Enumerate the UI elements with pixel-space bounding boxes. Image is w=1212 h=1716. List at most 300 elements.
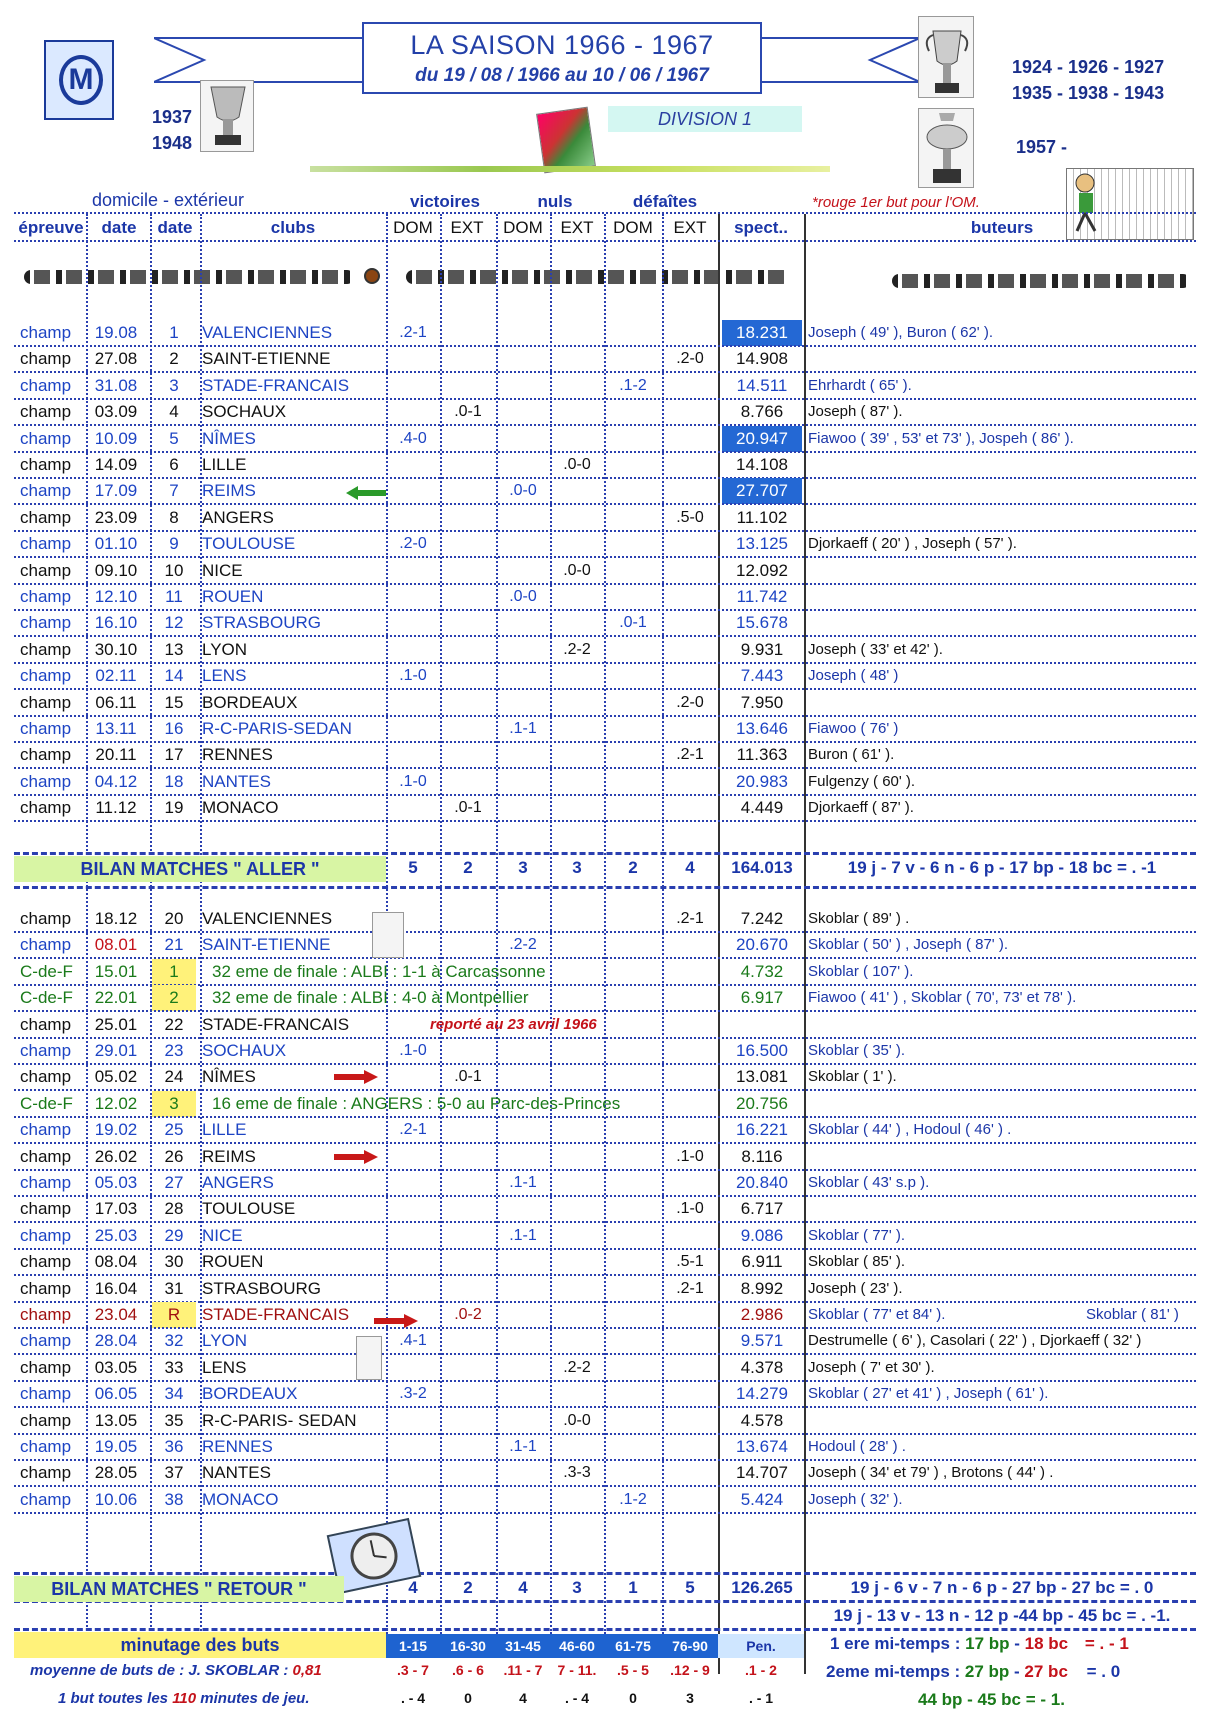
- row-number: 15: [164, 692, 184, 712]
- section-divider: [14, 886, 1196, 889]
- row-score: .0-2: [454, 1306, 482, 1323]
- row-spectators: 20.840: [736, 1173, 788, 1192]
- row-date: 23.09: [94, 507, 138, 527]
- years-right: [1012, 54, 1164, 106]
- table-row: [0, 637, 1212, 663]
- row-date: 13.11: [95, 719, 137, 738]
- minute-goals-for: .11 - 7: [503, 1662, 543, 1678]
- row-date: 31.08: [94, 375, 138, 395]
- table-row: [0, 1434, 1212, 1460]
- football-icon: [364, 268, 380, 284]
- row-number: 9: [169, 534, 179, 554]
- row-scorers: Skoblar ( 77' ).: [808, 1226, 906, 1244]
- row-epreuve: champ: [20, 1384, 72, 1404]
- championship-trophy-icon: [918, 108, 974, 188]
- row-epreuve: champ: [20, 1489, 72, 1509]
- moyenne-line: [30, 1662, 322, 1679]
- row-score: .2-0: [399, 535, 427, 553]
- row-score: .2-0: [676, 350, 704, 368]
- row-spectators: 4.578: [740, 1410, 784, 1430]
- row-date: 12.02: [94, 1093, 138, 1113]
- bilan-retour-summary: 19 j - 6 v - 7 n - 6 p - 27 bp - 27 bc = . 0: [850, 1578, 1154, 1597]
- row-epreuve: champ: [20, 1305, 72, 1324]
- table-row: [0, 742, 1212, 768]
- row-epreuve: champ: [20, 1357, 72, 1377]
- row-epreuve: champ: [20, 1278, 72, 1298]
- bilan-value: 2: [463, 1578, 473, 1597]
- row-spectators: 14.279: [736, 1384, 788, 1404]
- row-club: VALENCIENNES: [202, 909, 333, 928]
- row-score: .0-1: [454, 799, 482, 817]
- row-date: 25.01: [94, 1014, 138, 1034]
- row-epreuve: champ: [20, 1331, 72, 1351]
- row-spectators: 4.449: [740, 798, 784, 818]
- row-date: 18.12: [94, 909, 138, 928]
- small-cup-icon: [372, 912, 404, 958]
- group-defaites: défaîtes: [632, 192, 698, 211]
- row-score: .1-1: [509, 1438, 537, 1455]
- row-scorers: Joseph ( 33' et 42' ).: [808, 640, 943, 658]
- footballer-image: [536, 107, 596, 174]
- first-half-result: = . - 1: [1084, 1634, 1129, 1653]
- row-epreuve: champ: [20, 771, 72, 791]
- moyenne-text: moyenne de buts de : J. SKOBLAR :: [30, 1662, 289, 1679]
- minute-goals-against: 4: [519, 1690, 527, 1706]
- row-date: 20.11: [95, 745, 137, 765]
- table-row: [0, 505, 1212, 531]
- col-buteurs: buteurs: [970, 218, 1034, 237]
- row-score: .0-0: [563, 561, 591, 579]
- row-epreuve: champ: [20, 375, 72, 395]
- row-spectators: 13.674: [736, 1437, 788, 1456]
- row-epreuve: champ: [20, 639, 72, 659]
- row-spectators: 4.378: [740, 1357, 784, 1377]
- row-number: 1: [152, 959, 196, 985]
- row-cup-detail: 32 eme de finale : ALBI : 1-1 à Carcassonne: [212, 961, 546, 981]
- row-date: 22.01: [94, 988, 138, 1008]
- row-score: .0-0: [509, 482, 537, 500]
- table-row: [0, 1276, 1212, 1302]
- bilan-value: 2: [463, 858, 473, 877]
- row-divider: [14, 212, 1196, 214]
- row-score: .1-0: [676, 1200, 704, 1218]
- row-date: 19.05: [94, 1437, 138, 1456]
- row-date: 16.10: [94, 613, 138, 633]
- minute-band: Pen.: [718, 1634, 804, 1658]
- row-number: 38: [164, 1489, 184, 1509]
- section-divider: [14, 1628, 1196, 1631]
- minute-goals-for: .12 - 9: [670, 1662, 710, 1678]
- row-scorers: Skoblar ( 85' ).: [808, 1253, 906, 1271]
- row-spectators: 6.917: [740, 988, 784, 1008]
- division-label: DIVISION 1: [608, 106, 802, 132]
- row-number: 6: [169, 455, 179, 474]
- table-row: [0, 426, 1212, 452]
- row-epreuve: C-de-F: [20, 961, 73, 981]
- section-divider: [14, 1572, 1196, 1575]
- row-number: 12: [164, 613, 184, 633]
- row-score: .0-1: [619, 614, 647, 632]
- row-date: 28.05: [94, 1463, 138, 1483]
- row-number: 18: [164, 771, 184, 791]
- row-spectators: 6.717: [740, 1199, 784, 1219]
- row-score: .2-2: [563, 640, 591, 658]
- row-spectators: 20.756: [736, 1093, 788, 1113]
- row-score: .2-1: [676, 910, 704, 927]
- row-epreuve: champ: [20, 1410, 72, 1430]
- bilan-value: 3: [572, 858, 582, 877]
- row-date: 06.11: [95, 692, 137, 712]
- year-1948: 1948: [152, 133, 193, 153]
- row-number: 21: [164, 935, 184, 955]
- row-date: 30.10: [94, 639, 138, 659]
- row-spectators: 13.125: [736, 534, 788, 554]
- row-number: 10: [164, 560, 184, 580]
- table-row: [0, 716, 1212, 742]
- table-row: [0, 478, 1212, 504]
- row-number: 17: [164, 745, 184, 765]
- section-divider: [14, 852, 1196, 855]
- table-row: [0, 663, 1212, 689]
- row-scorers: Joseph ( 87' ).: [808, 403, 903, 421]
- row-club: SAINT-ETIENNE: [202, 935, 331, 955]
- row-number: 1: [169, 323, 179, 342]
- row-score: .2-0: [676, 693, 704, 711]
- row-scorers: Skoblar ( 89' ) .: [808, 910, 910, 927]
- row-club: R-C-PARIS-SEDAN: [202, 719, 352, 738]
- frequency-line: [58, 1690, 310, 1707]
- row-number: 2: [152, 985, 196, 1011]
- arrow-right-icon-3: [374, 1314, 418, 1328]
- row-spectators: 16.221: [736, 1120, 788, 1140]
- table-row: [0, 1487, 1212, 1513]
- row-number: 23: [164, 1041, 184, 1060]
- row-epreuve: champ: [20, 798, 72, 818]
- row-club: REIMS: [202, 1146, 256, 1166]
- row-number: 33: [164, 1357, 184, 1377]
- row-scorers: [808, 1196, 1198, 1222]
- row-number: 35: [164, 1410, 184, 1430]
- row-scorers: [808, 584, 1198, 610]
- row-club: VALENCIENNES: [202, 323, 333, 342]
- row-epreuve: champ: [20, 428, 72, 448]
- row-spectators: 14.511: [736, 375, 788, 395]
- table-row: [0, 1381, 1212, 1407]
- row-epreuve: champ: [20, 349, 72, 369]
- row-score: .1-0: [399, 667, 427, 685]
- row-date: 17.03: [94, 1199, 138, 1219]
- bilan-value: 4: [408, 1578, 418, 1597]
- cup-trophy-icon: [918, 16, 974, 98]
- om-logo: [44, 40, 114, 120]
- bilan-retour-spect: 126.265: [731, 1578, 793, 1597]
- row-number: 29: [164, 1225, 184, 1245]
- row-number: 37: [164, 1463, 184, 1483]
- moyenne-value: 0,81: [292, 1662, 322, 1679]
- row-club: ROUEN: [202, 587, 264, 606]
- first-half-line: 1 ere mi-temps : 17 bp - 18 bc = . - 1: [830, 1634, 1129, 1653]
- row-epreuve: C-de-F: [20, 988, 73, 1008]
- row-scorers-extra: Skoblar ( 81' ): [1086, 1306, 1179, 1323]
- bilan-value: 1: [628, 1578, 638, 1597]
- row-spectators: 6.911: [741, 1252, 783, 1272]
- table-row: [0, 1302, 1212, 1328]
- col-date: date: [101, 218, 137, 237]
- bilan-aller-spect: 164.013: [731, 858, 793, 877]
- row-spectators: 2.986: [740, 1305, 784, 1324]
- row-score: .5-1: [676, 1253, 704, 1271]
- minute-goals-against: 3: [686, 1690, 694, 1706]
- row-club: MONACO: [202, 1489, 279, 1509]
- row-score: .4-0: [399, 429, 427, 447]
- row-cup-detail: 16 eme de finale : ANGERS : 5-0 au Parc-des-Princes: [212, 1093, 621, 1113]
- row-score: .0-1: [454, 1068, 482, 1086]
- row-club: STRASBOURG: [202, 613, 322, 633]
- row-number: 26: [164, 1146, 184, 1166]
- row-club: STADE-FRANCAIS: [202, 1305, 350, 1324]
- row-spectators: 7.950: [740, 692, 784, 712]
- table-row: [0, 932, 1212, 958]
- bilan-value: 4: [685, 858, 695, 877]
- table-row: [0, 985, 1212, 1011]
- row-club: SAINT-ETIENNE: [202, 349, 331, 369]
- row-spectators: 16.500: [736, 1041, 788, 1060]
- second-half-line: 2eme mi-temps : 27 bp - 27 bc = . 0: [826, 1662, 1121, 1681]
- col-d-ext: EXT: [673, 218, 707, 237]
- row-score: .2-2: [509, 936, 537, 954]
- row-number: 20: [164, 909, 184, 928]
- row-epreuve: champ: [20, 1120, 72, 1140]
- row-club: LILLE: [202, 1120, 247, 1140]
- row-spectators: 7.242: [740, 909, 784, 928]
- frequency-suffix: minutes de jeu.: [200, 1690, 310, 1707]
- col-epreuve: épreuve: [18, 218, 84, 237]
- row-club: NICE: [202, 1225, 243, 1245]
- row-number: 34: [164, 1384, 184, 1404]
- table-row: [0, 959, 1212, 985]
- row-epreuve: champ: [20, 1146, 72, 1166]
- row-club: REIMS: [202, 481, 256, 501]
- row-epreuve: champ: [20, 666, 72, 686]
- bilan-value: 3: [572, 1578, 582, 1597]
- home-away-text: domicile - extérieur: [92, 190, 245, 210]
- row-scorers: [808, 346, 1198, 372]
- row-number: 7: [169, 481, 179, 501]
- row-club: ANGERS: [202, 1173, 274, 1192]
- row-club: TOULOUSE: [202, 534, 296, 554]
- row-number: 22: [164, 1014, 184, 1034]
- row-epreuve: champ: [20, 1067, 72, 1087]
- row-scorers: Skoblar ( 27' et 41' ) , Joseph ( 61' ).: [808, 1385, 1049, 1403]
- row-score: .0-1: [454, 403, 482, 421]
- row-spectators: 13.081: [736, 1067, 788, 1087]
- row-date: 16.04: [94, 1278, 138, 1298]
- row-epreuve: champ: [20, 481, 72, 501]
- row-date: 08.04: [94, 1252, 138, 1272]
- row-scorers: [808, 505, 1198, 531]
- row-scorers: Djorkaeff ( 87' ).: [808, 799, 914, 817]
- minutage-label: minutage des buts: [14, 1632, 386, 1658]
- second-half-result: = . 0: [1086, 1662, 1121, 1681]
- row-scorers: Skoblar ( 50' ) , Joseph ( 87' ).: [808, 936, 1008, 954]
- row-spectators: 8.766: [740, 402, 784, 422]
- minute-band: 1-15: [386, 1634, 440, 1658]
- row-club: BORDEAUX: [202, 692, 298, 712]
- table-row: [0, 1249, 1212, 1275]
- row-score: .2-1: [399, 324, 427, 341]
- table-row: [0, 558, 1212, 584]
- row-scorers: Fiawoo ( 41' ) , Skoblar ( 70', 73' et 78' ).: [808, 989, 1077, 1007]
- row-spectators: [722, 1012, 802, 1038]
- minute-goals-for: .1 - 2: [745, 1662, 777, 1678]
- row-scorers: Joseph ( 48' ): [808, 667, 899, 685]
- table-row: [0, 1064, 1212, 1090]
- table-row: [0, 346, 1212, 372]
- om-logo-letter: M: [59, 55, 103, 105]
- row-score: .1-0: [676, 1147, 704, 1165]
- year-1937: 1937: [152, 107, 193, 127]
- row-spectators: 4.732: [740, 961, 784, 981]
- row-score: .2-1: [399, 1121, 427, 1139]
- row-epreuve: champ: [20, 323, 72, 342]
- row-date: 08.01: [94, 935, 138, 955]
- row-club: RENNES: [202, 745, 273, 765]
- table-row: [0, 1144, 1212, 1170]
- row-spectators: 15.678: [736, 613, 788, 633]
- row-date: 03.09: [94, 402, 138, 422]
- table-row: [0, 1408, 1212, 1434]
- minute-band: 16-30: [440, 1634, 496, 1658]
- row-number: 31: [164, 1278, 184, 1298]
- group-nuls: nuls: [537, 192, 573, 211]
- row-club: SOCHAUX: [202, 402, 287, 422]
- row-scorers: Djorkaeff ( 20' ) , Joseph ( 57' ).: [808, 535, 1017, 553]
- table-row: [0, 452, 1212, 478]
- row-number: 8: [169, 507, 179, 527]
- table-row: [0, 1170, 1212, 1196]
- table-row: [0, 1328, 1212, 1354]
- frequency-text: 1 but toutes les: [58, 1690, 169, 1707]
- row-date: 25.03: [94, 1225, 138, 1245]
- row-scorers: [808, 1012, 1198, 1038]
- row-club: RENNES: [202, 1437, 273, 1456]
- row-date: 06.05: [94, 1384, 138, 1404]
- row-divider: [14, 1512, 1196, 1514]
- second-half-label: 2eme mi-temps :: [826, 1662, 961, 1681]
- col-d-dom: DOM: [613, 218, 653, 237]
- row-club: LENS: [202, 666, 247, 686]
- row-date: 03.05: [94, 1357, 138, 1377]
- row-score: .3-2: [399, 1385, 427, 1403]
- minute-goals-against: 0: [629, 1690, 637, 1706]
- season-dates: du 19 / 08 / 1966 au 10 / 06 / 1967: [415, 65, 709, 86]
- row-epreuve: champ: [20, 1463, 72, 1483]
- row-spectators: 27.707: [722, 478, 802, 504]
- row-club: BORDEAUX: [202, 1384, 298, 1404]
- row-club: MONACO: [202, 798, 279, 818]
- row-scorers: Skoblar ( 1' ).: [808, 1068, 897, 1086]
- row-club: LYON: [202, 639, 248, 659]
- row-scorers: Destrumelle ( 6' ), Casolari ( 22' ) , Djorkaeff ( 32' ): [808, 1332, 1142, 1350]
- col-n-ext: EXT: [560, 218, 594, 237]
- row-divider: [14, 820, 1196, 822]
- row-epreuve: champ: [20, 909, 72, 928]
- table-row: [0, 373, 1212, 399]
- table-row: [0, 1117, 1212, 1143]
- first-half-bp: 17 bp: [965, 1634, 1010, 1653]
- row-score: .1-2: [619, 376, 647, 394]
- row-scorers: [808, 558, 1198, 584]
- table-row: [0, 399, 1212, 425]
- bilan-aller-summary: 19 j - 7 v - 6 n - 6 p - 17 bp - 18 bc = . -1: [847, 858, 1157, 877]
- row-date: 13.05: [94, 1410, 138, 1430]
- frequency-value: 110: [172, 1690, 197, 1707]
- row-number: 32: [164, 1331, 184, 1351]
- second-half-bc: 27 bc: [1024, 1662, 1068, 1681]
- row-spectators: 14.707: [736, 1463, 788, 1483]
- table-row: [0, 320, 1212, 346]
- row-date: 10.09: [94, 428, 138, 448]
- row-epreuve: champ: [20, 1041, 72, 1060]
- row-epreuve: champ: [20, 560, 72, 580]
- row-scorers: Fulgenzy ( 60' ).: [808, 772, 916, 790]
- row-date: 17.09: [94, 481, 138, 501]
- row-score: .1-0: [399, 772, 427, 790]
- minute-goals-against: . - 1: [748, 1690, 774, 1706]
- row-scorers: [808, 1144, 1198, 1170]
- row-number: 13: [164, 639, 184, 659]
- minute-goals-against: . - 4: [400, 1690, 426, 1706]
- table-row: [0, 1012, 1212, 1038]
- arrow-right-icon-2: [334, 1150, 378, 1164]
- row-epreuve: champ: [20, 1252, 72, 1272]
- page-title: LA SAISON 1966 - 1967: [410, 30, 714, 60]
- row-scorers: Skoblar ( 107' ).: [808, 962, 914, 980]
- row-epreuve: champ: [20, 1199, 72, 1219]
- row-date: 12.10: [94, 587, 138, 606]
- row-scorers: [808, 478, 1198, 504]
- row-epreuve: champ: [20, 1225, 72, 1245]
- group-victoires: victoires: [410, 192, 480, 211]
- row-spectators: 8.116: [741, 1146, 783, 1166]
- col-v-ext: EXT: [450, 218, 484, 237]
- bilan-retour-label: BILAN MATCHES " RETOUR ": [14, 1576, 344, 1602]
- row-epreuve: champ: [20, 534, 72, 554]
- row-scorers: Joseph ( 34' et 79' ) , Brotons ( 44' ) .: [808, 1464, 1054, 1482]
- row-number: 30: [164, 1252, 184, 1272]
- row-epreuve: champ: [20, 587, 72, 606]
- row-score: .0-0: [509, 588, 537, 605]
- table-row: [0, 795, 1212, 821]
- arrow-left-icon: [346, 486, 386, 500]
- row-score: .5-0: [676, 508, 704, 526]
- row-score: .2-1: [676, 1279, 704, 1297]
- row-spectators: 20.983: [736, 771, 788, 791]
- row-epreuve: champ: [20, 692, 72, 712]
- row-club: NÎMES: [202, 1067, 256, 1087]
- table-row: [0, 1091, 1212, 1117]
- row-spectators: 5.424: [740, 1489, 784, 1509]
- season-goals-total: 44 bp - 45 bc = - 1.: [918, 1690, 1065, 1709]
- row-date: 23.04: [94, 1305, 138, 1324]
- col-v-dom: DOM: [393, 218, 433, 237]
- row-date: 10.06: [94, 1489, 138, 1509]
- row-number: 5: [169, 428, 179, 448]
- row-scorers: Joseph ( 32' ).: [808, 1490, 903, 1508]
- row-spectators: 14.108: [736, 455, 788, 474]
- row-spectators: 13.646: [736, 719, 788, 738]
- row-date: 11.12: [95, 798, 137, 818]
